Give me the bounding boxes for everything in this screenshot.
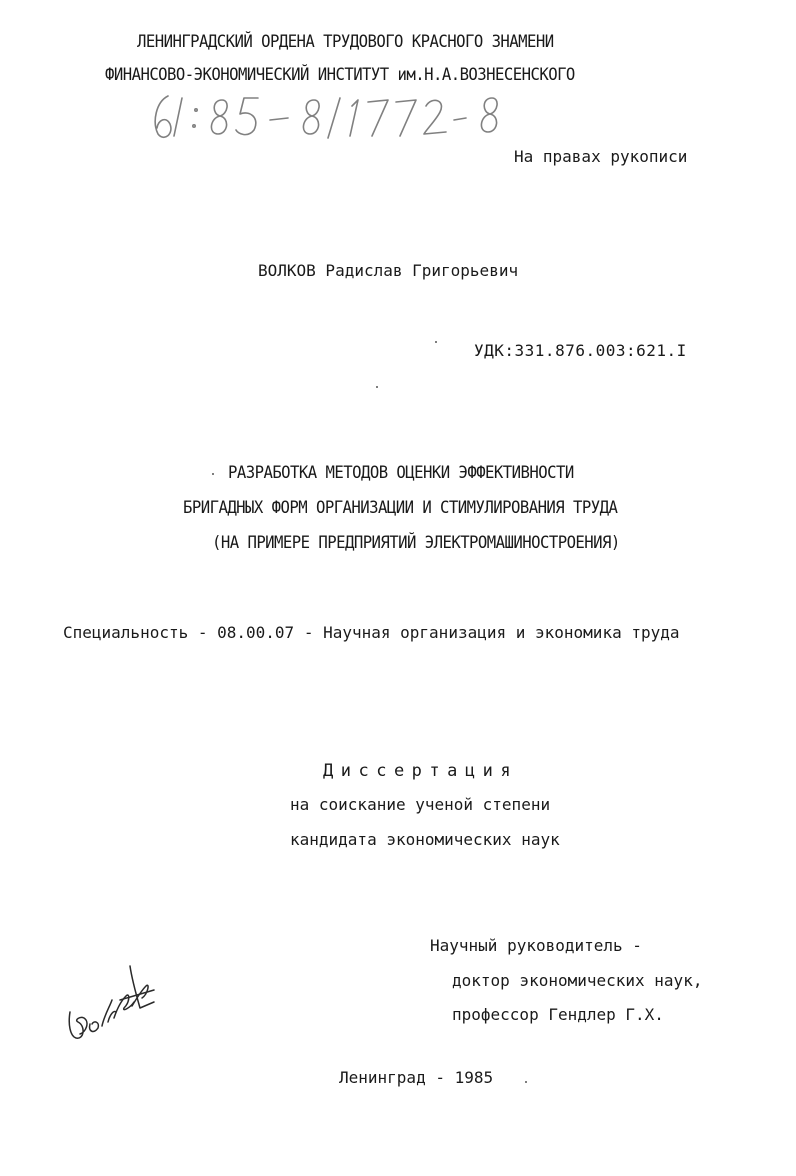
author-name: ВОЛКОВ Радислав Григорьевич	[258, 261, 519, 280]
institute-line-1: ЛЕНИНГРАДСКИЙ ОРДЕНА ТРУДОВОГО КРАСНОГО ЗНАМЕНИ	[137, 32, 554, 52]
speck	[525, 1081, 527, 1083]
speck	[435, 341, 437, 343]
handwritten-catalog-number	[148, 88, 508, 148]
supervisor-line-2: доктор экономических наук,	[452, 971, 703, 990]
title-line-1: РАЗРАБОТКА МЕТОДОВ ОЦЕНКИ ЭФФЕКТИВНОСТИ	[228, 463, 574, 483]
supervisor-line-3: профессор Гендлер Г.Х.	[452, 1005, 664, 1024]
title-line-3: (НА ПРИМЕРЕ ПРЕДПРИЯТИЙ ЭЛЕКТРОМАШИНОСТРОЕНИЯ)	[212, 533, 620, 553]
institute-line-2: ФИНАНСОВО-ЭКОНОМИЧЕСКИЙ ИНСТИТУТ им.Н.А.ВОЗНЕСЕНСКОГО	[105, 65, 575, 85]
degree-line-2: кандидата экономических наук	[290, 830, 560, 849]
dissertation-heading: Диссертация	[323, 761, 519, 781]
title-line-2: БРИГАДНЫХ ФОРМ ОРГАНИЗАЦИИ И СТИМУЛИРОВАНИЯ ТРУДА	[183, 498, 618, 518]
specialty-line: Специальность - 08.00.07 - Научная организация и экономика труда	[63, 623, 680, 642]
udk-code: УДК:331.876.003:621.I	[474, 341, 687, 360]
author-signature	[60, 960, 165, 1045]
city-year: Ленинград - 1985	[339, 1068, 494, 1087]
speck	[376, 386, 378, 388]
supervisor-line-1: Научный руководитель -	[430, 936, 642, 955]
rights-notice: На правах рукописи	[514, 147, 688, 166]
speck	[212, 473, 214, 475]
degree-line-1: на соискание ученой степени	[290, 795, 551, 814]
